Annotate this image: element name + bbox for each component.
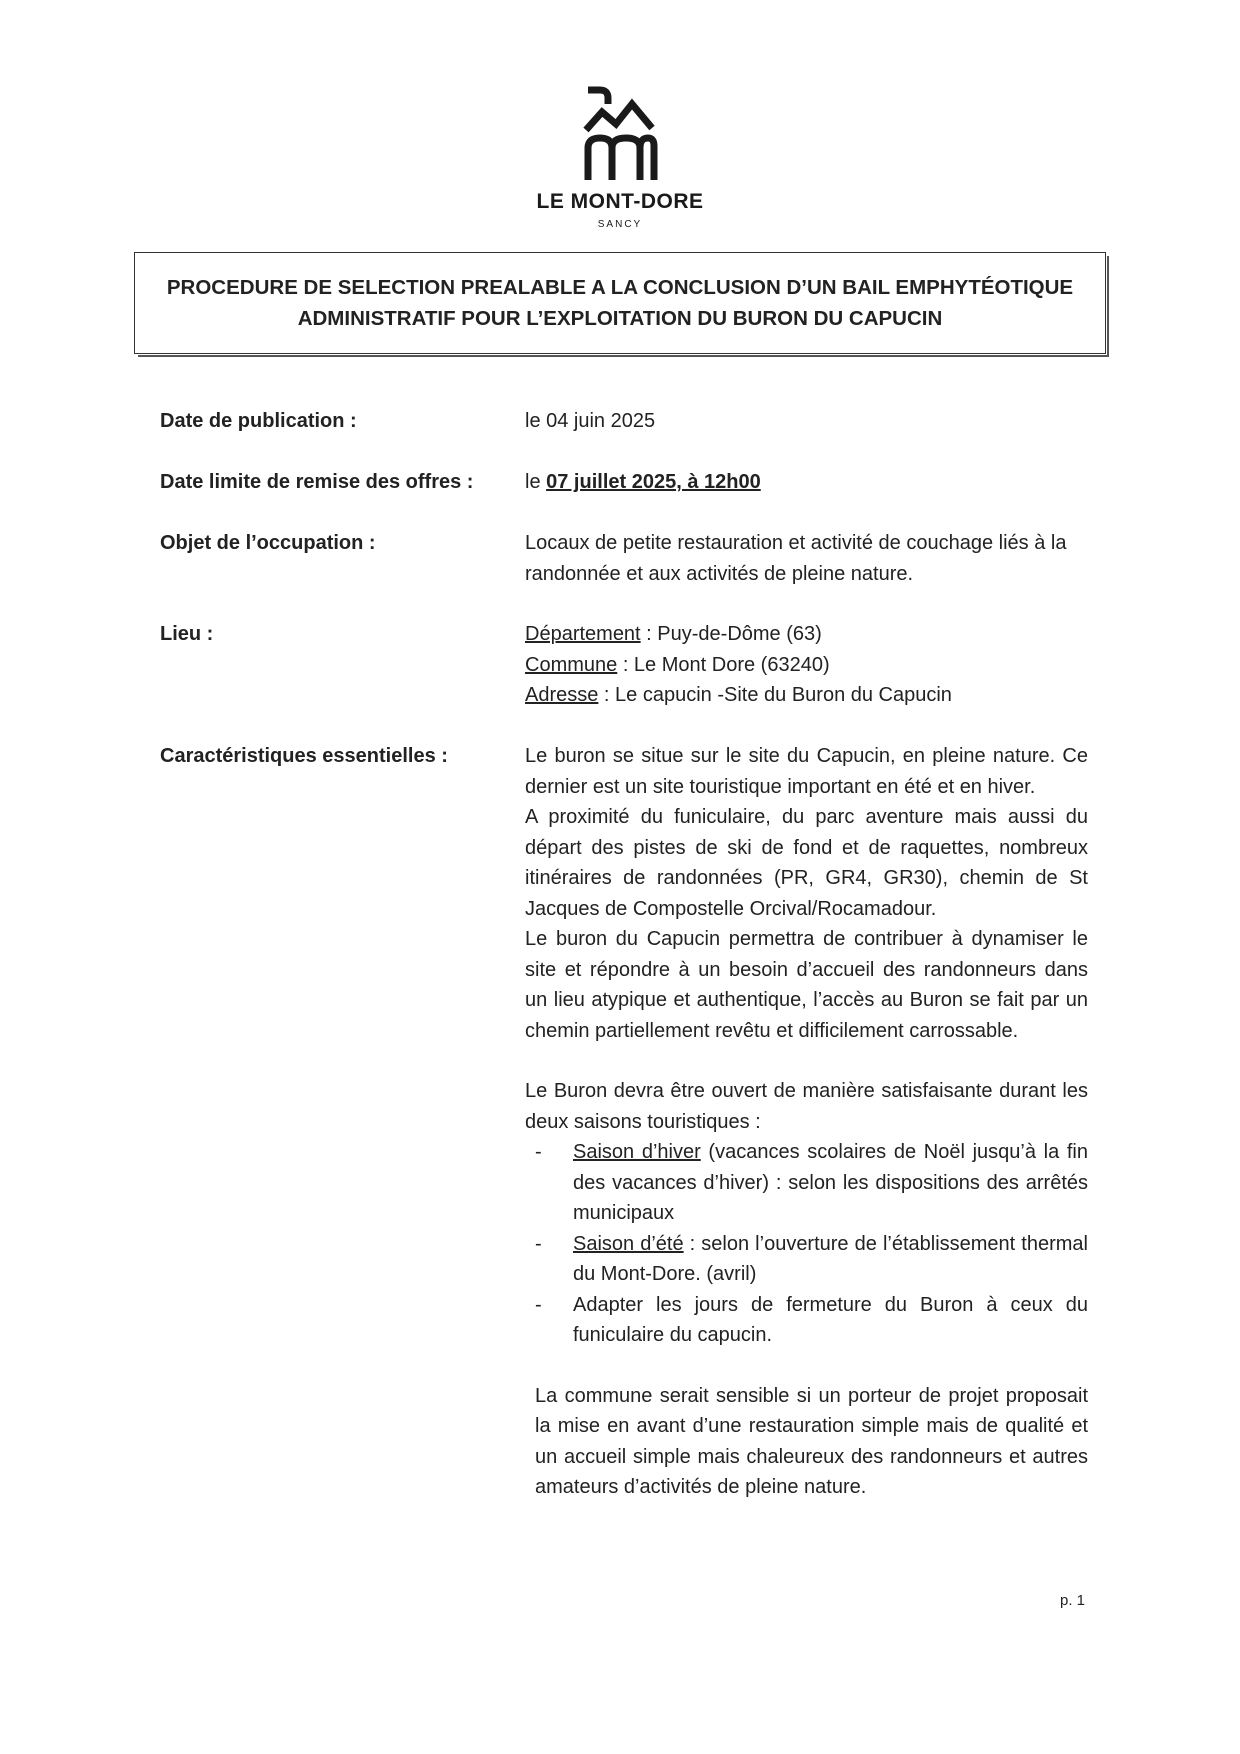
list-item-head: Saison d’hiver (573, 1141, 701, 1163)
title-box (134, 252, 1106, 354)
page-number: p. 1 (1060, 1592, 1086, 1609)
list-item (525, 1229, 1088, 1290)
departement-label: Département (525, 623, 641, 645)
list-dash: - (535, 1232, 542, 1255)
publication-value: le 04 juin 2025 (525, 410, 656, 432)
logo-name: LE MONT-DORE (536, 190, 704, 213)
deadline-label: Date limite de remise des offres : (160, 471, 474, 493)
lieu-adresse (525, 680, 1088, 711)
lieu-value (525, 619, 1088, 711)
caracteristiques-p2: A proximité du funiculaire, du parc aventure mais aussi du départ des pistes de ski de fond et de raquettes, nombreux itinéraires de randonnées (PR, GR4, GR30), chemin de St Jacques de Compostelle Orcival/Rocamadour. (525, 806, 1088, 920)
publication-label: Date de publication : (160, 410, 357, 432)
document-title: PROCEDURE DE SELECTION PREALABLE A LA CONCLUSION D’UN BAIL EMPHYTÉOTIQUE ADMINISTRATIF POUR L’EXPLOITATION DU BURON DU CAPUCIN (166, 276, 1074, 330)
deadline-prefix: le (525, 471, 547, 493)
list-item (525, 1137, 1088, 1229)
caracteristiques-label: Caractéristiques essentielles : (160, 745, 448, 767)
caracteristiques-value (525, 741, 1088, 1503)
list-dash: - (535, 1293, 542, 1316)
objet-value: Locaux de petite restauration et activité de couchage liés à la randonnée et aux activités de pleine nature. (525, 532, 1067, 585)
objet-label: Objet de l’occupation : (160, 532, 376, 554)
departement-value: : Puy-de-Dôme (63) (640, 623, 822, 645)
adresse-value: : Le capucin -Site du Buron du Capucin (598, 684, 952, 706)
list-item (525, 1290, 1088, 1351)
lieu-label: Lieu : (160, 623, 214, 645)
lieu-commune (525, 650, 1088, 681)
deadline-value-wrap (525, 467, 1088, 498)
list-dash: - (535, 1141, 542, 1163)
seasons-list (525, 1137, 1088, 1351)
list-item-text: Adapter les jours de fermeture du Buron à ceux du funiculaire du capucin. (573, 1293, 1088, 1346)
mont-dore-logo-icon (582, 86, 658, 182)
logo (0, 86, 1240, 230)
list-item-text: (vacances scolaires de Noël jusqu’à la fin des vacances d’hiver) : selon les dispositions des arrêtés municipaux (573, 1141, 1088, 1224)
caracteristiques-p1: Le buron se situe sur le site du Capucin, en pleine nature. Ce dernier est un site touristique important en été et en hiver. (525, 745, 1088, 798)
caracteristiques-p5: La commune serait sensible si un porteur de projet proposait la mise en avant d’une restauration simple mais de qualité et un accueil simple mais chaleureux des randonneurs et autres amateurs d’activités de pleine nature. (535, 1384, 1088, 1498)
logo-subtitle: SANCY (597, 219, 643, 230)
adresse-label: Adresse (525, 684, 599, 706)
lieu-departement (525, 619, 1088, 650)
list-item-text: : selon l’ouverture de l’établissement thermal du Mont-Dore. (avril) (573, 1232, 1088, 1285)
deadline-value: 07 juillet 2025, à 12h00 (546, 471, 761, 493)
commune-value: : Le Mont Dore (63240) (617, 653, 830, 676)
list-item-head: Saison d’été (573, 1232, 684, 1255)
commune-label: Commune (525, 653, 618, 676)
caracteristiques-p3: Le buron du Capucin permettra de contribuer à dynamiser le site et répondre à un besoin d’accueil des randonneurs dans un lieu atypique et authentique, l’accès au Buron se fait par un chemin partiellement revêtu et difficilement carrossable. (525, 928, 1088, 1042)
caracteristiques-p4: Le Buron devra être ouvert de manière satisfaisante durant les deux saisons touristiques : (525, 1080, 1088, 1133)
